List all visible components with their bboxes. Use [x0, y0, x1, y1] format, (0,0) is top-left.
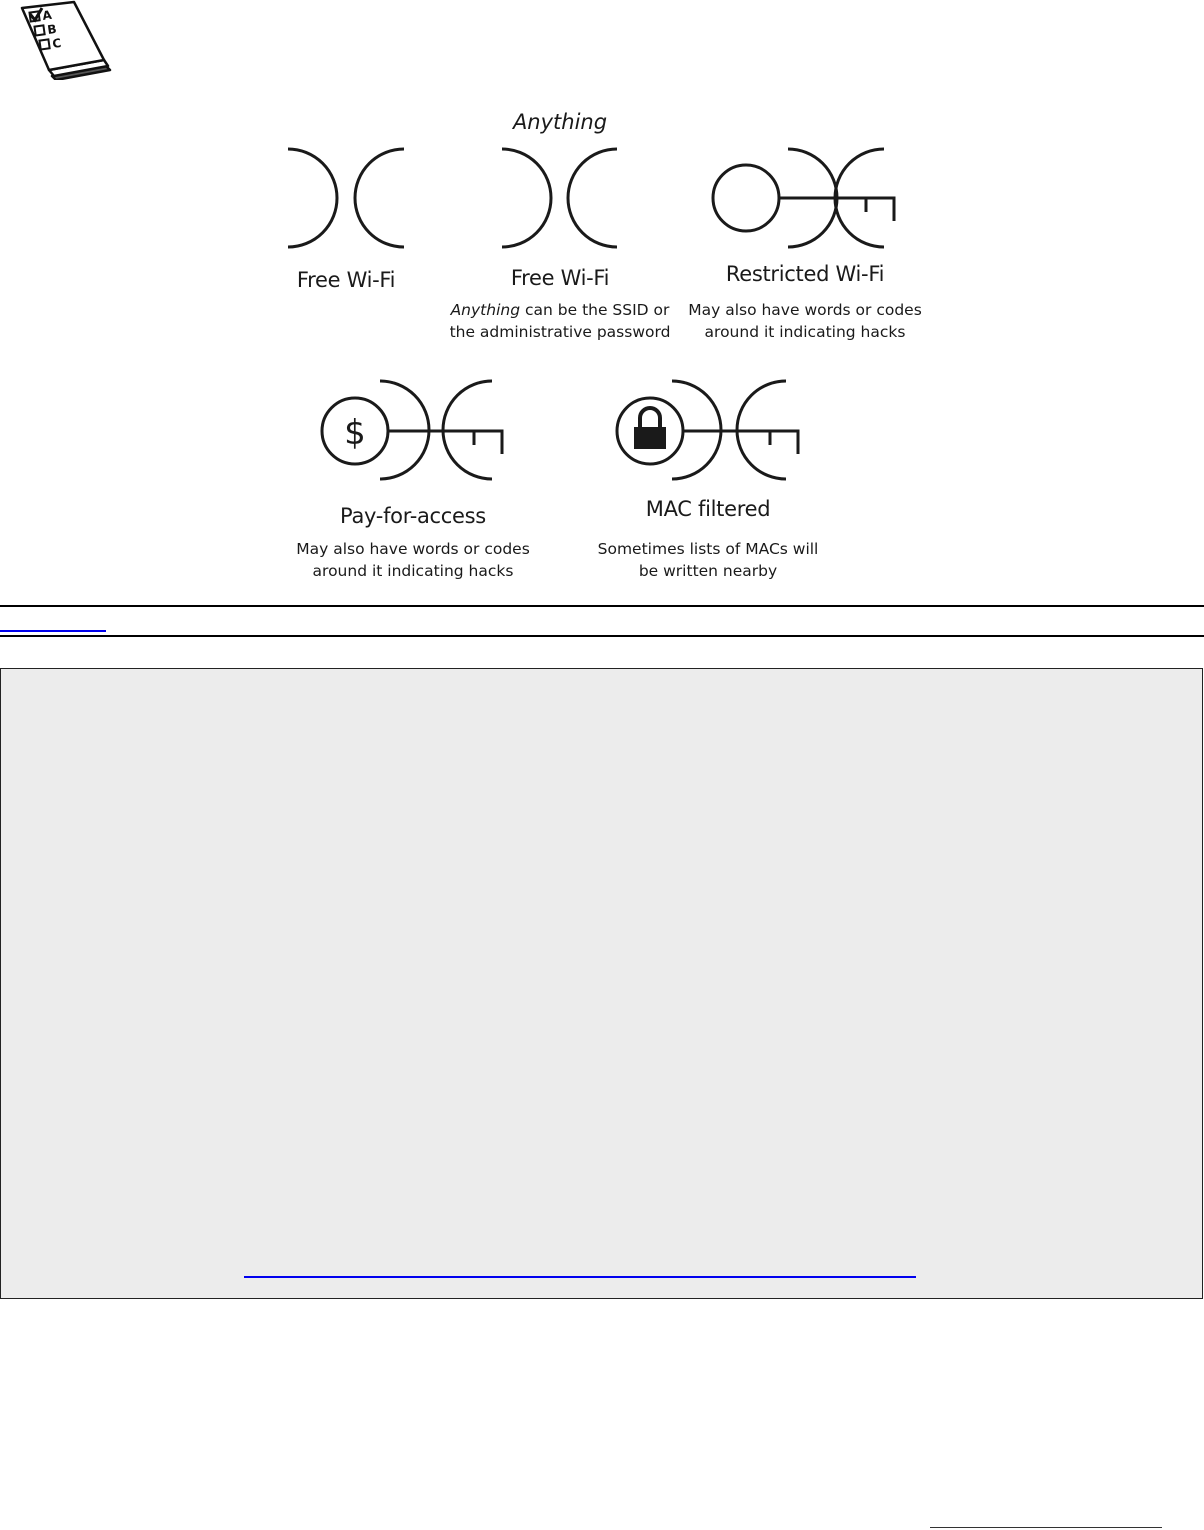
- dollar-icon: $: [344, 413, 366, 453]
- symbol-note: [583, 538, 833, 582]
- box-hyperlink[interactable]: [244, 1276, 916, 1278]
- symbol-title: Free Wi-Fi: [296, 268, 396, 292]
- bottom-rule: [0, 635, 1204, 637]
- free-wifi-anything-symbol: [502, 149, 617, 247]
- footer-rule: [930, 1527, 1162, 1528]
- note-line: can be the SSID or: [520, 301, 670, 319]
- note-line: Sometimes lists of MACs will: [597, 540, 819, 558]
- note-line: around it indicating hacks: [312, 562, 514, 580]
- symbol-title: Free Wi-Fi: [510, 266, 610, 290]
- figure-link[interactable]: [0, 630, 106, 632]
- symbol-note: [680, 299, 930, 343]
- note-line: around it indicating hacks: [704, 323, 906, 341]
- anything-caption: Anything: [512, 110, 608, 134]
- lock-icon: [634, 408, 666, 449]
- warchalking-figure: [0, 0, 1204, 600]
- svg-text:A: A: [41, 7, 53, 23]
- symbol-title: MAC filtered: [645, 497, 771, 521]
- svg-text:B: B: [46, 21, 58, 37]
- restricted-wifi-symbol: [713, 149, 894, 247]
- symbol-note: [430, 299, 690, 343]
- note-italic: Anything: [450, 301, 521, 319]
- symbol-title: Pay-for-access: [340, 504, 486, 528]
- note-line: the administrative password: [449, 323, 671, 341]
- symbol-note: [288, 538, 538, 582]
- note-line: May also have words or codes: [688, 301, 922, 319]
- svg-text:C: C: [51, 35, 63, 51]
- top-rule: [0, 605, 1204, 607]
- free-wifi-symbol: [288, 149, 404, 247]
- note-line: be written nearby: [638, 562, 778, 580]
- symbol-title: Restricted Wi-Fi: [725, 262, 885, 286]
- note-line: May also have words or codes: [296, 540, 530, 558]
- gray-content-box: [0, 668, 1203, 1299]
